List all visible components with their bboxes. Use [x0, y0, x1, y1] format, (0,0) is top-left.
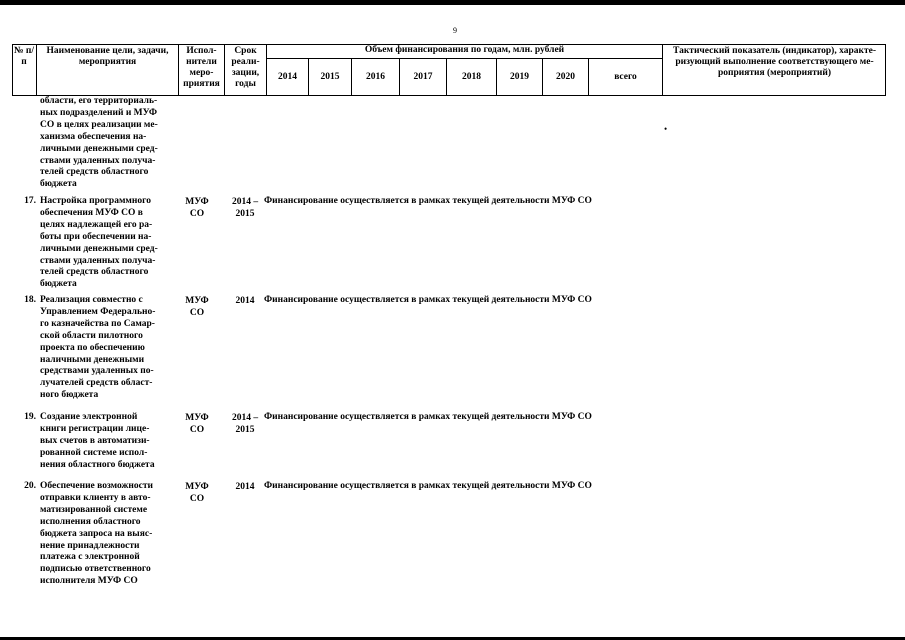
row-19-name-line: вых счетов в автоматизи-	[40, 435, 150, 446]
header-year-2019: 2019	[496, 58, 542, 96]
row-18-number: 18.	[24, 295, 36, 305]
header-total: всего	[588, 58, 662, 96]
table-header	[12, 44, 886, 96]
continuation-text-line: телей средств областного	[40, 167, 149, 178]
header-year-2016: 2016	[351, 58, 399, 96]
row-18-name-line: го казначейства по Самар-	[40, 318, 155, 329]
row-20-name-line: подписью ответственного	[40, 564, 151, 575]
row-19-name	[40, 412, 168, 472]
header-col-name: Наименование цели, задачи, мероприятия	[36, 44, 178, 96]
header-year-2017: 2017	[399, 58, 446, 96]
row-19-funding: Финансирование осуществляется в рамках текущей деятельности МУФ СО	[264, 412, 592, 422]
row-20-name-line: матизированной системе	[40, 504, 148, 515]
header-col-indicator: Тактический показатель (индикатор), характе-ризующий выполнение соответствующего ме-роприятия (мероприятий)	[662, 44, 886, 96]
row-17-executor-line: СО	[189, 209, 205, 219]
row-18-funding: Финансирование осуществляется в рамках текущей деятельности МУФ СО	[264, 295, 592, 305]
row-19-name-line: Создание электронной	[40, 412, 138, 422]
row-17-term	[224, 196, 266, 220]
row-18-name-line: средствами удаленных по-	[40, 366, 154, 377]
row-18-term-line: 2014	[235, 296, 255, 306]
row-20-name-line: исполнения областного	[40, 516, 141, 527]
row-19-name-line: рованной системе испол-	[40, 447, 148, 458]
row-19-executor	[180, 412, 214, 436]
row-18-executor-line: МУФ	[185, 296, 209, 306]
header-col-executors: Испол-нители меро-приятия	[178, 44, 224, 96]
continuation-text-line: личными денежными сред-	[40, 143, 158, 154]
row-18-name-line: ской области пилотного	[40, 330, 143, 341]
row-20-name-line: исполнителя МУФ СО	[40, 576, 138, 587]
row-20-term	[224, 481, 266, 493]
row-20-name-line: Обеспечение возможности	[40, 481, 153, 491]
row-19-number: 19.	[24, 412, 36, 422]
row-19-term-line: 2014 –	[231, 413, 259, 423]
row-18-name-line: проекта по обеспечению	[40, 342, 145, 353]
row-17-name-line: Настройка программного	[40, 196, 151, 206]
row-20-executor-line: МУФ	[185, 482, 209, 492]
row-18-name	[40, 295, 168, 402]
row-20-name	[40, 481, 168, 588]
row-18-name-line: Управлением Федерально-	[40, 306, 156, 317]
row-20-number: 20.	[24, 481, 36, 491]
row-17-executor-line: МУФ	[185, 197, 209, 207]
row-18-term	[224, 295, 266, 307]
table-body	[12, 96, 886, 636]
row-19-executor-line: МУФ	[185, 413, 209, 423]
header-col-funding: Объем финансирования по годам, млн. рублей	[266, 44, 662, 58]
row-17-name-line: бюджета	[40, 279, 77, 290]
row-19-term	[224, 412, 266, 436]
row-18-name-line: наличными денежными	[40, 354, 145, 365]
row-17-number: 17.	[24, 196, 36, 206]
header-year-2015: 2015	[308, 58, 351, 96]
row-20-executor-line: СО	[189, 494, 205, 504]
row-18-name-line: ного бюджета	[40, 390, 99, 401]
row-18-name-line: лучателей средств област-	[40, 378, 153, 389]
row-17-term-line: 2015	[235, 209, 255, 219]
row-20-name-line: отправки клиенту в авто-	[40, 492, 151, 503]
row-17-name	[40, 196, 168, 291]
row-17-name-line: целях надлежащей его ра-	[40, 219, 153, 230]
header-year-2020: 2020	[542, 58, 588, 96]
row-17-name-line: ствами удаленных получа-	[40, 255, 156, 266]
row-17-name-line: боты при обеспечении на-	[40, 231, 152, 242]
header-col-num: № п/п	[13, 46, 35, 67]
continuation-text-line: ханизма обеспечения на-	[40, 131, 147, 142]
row-19-term-line: 2015	[235, 425, 255, 435]
continuation-text-line: области, его территориаль-	[40, 96, 158, 106]
row-18-executor-line: СО	[189, 308, 205, 318]
row-19-executor-line: СО	[189, 425, 205, 435]
page-number: 9	[453, 26, 457, 35]
row-19-name-line: нения областного бюджета	[40, 459, 155, 470]
row-20-name-line: нение принадлежности	[40, 540, 140, 551]
row-18-executor	[180, 295, 214, 319]
row-17-term-line: 2014 –	[231, 197, 259, 207]
header-col-term: Срок реали-зации, годы	[224, 44, 266, 96]
continuation-text-line: ствами удаленных получа-	[40, 155, 156, 166]
row-20-name-line: бюджета запроса на выяс-	[40, 528, 153, 539]
header-year-2018: 2018	[446, 58, 496, 96]
continuation-text	[40, 96, 168, 191]
scan-speck: •	[664, 124, 668, 134]
continuation-text-line: СО в целях реализации ме-	[40, 119, 158, 130]
row-19-name-line: книги регистрации лице-	[40, 423, 150, 434]
row-17-name-line: личными денежными сред-	[40, 243, 158, 254]
row-17-funding: Финансирование осуществляется в рамках текущей деятельности МУФ СО	[264, 196, 592, 206]
row-17-name-line: телей средств областного	[40, 267, 149, 278]
row-18-name-line: Реализация совместно с	[40, 295, 143, 305]
row-20-executor	[180, 481, 214, 505]
row-20-term-line: 2014	[235, 482, 255, 492]
header-year-2014: 2014	[266, 58, 308, 96]
row-20-funding: Финансирование осуществляется в рамках текущей деятельности МУФ СО	[264, 481, 592, 491]
top-border	[0, 0, 905, 5]
row-17-executor	[180, 196, 214, 220]
continuation-text-line: ных подразделений и МУФ	[40, 107, 158, 118]
continuation-text-line: бюджета	[40, 179, 77, 190]
row-20-name-line: платежа с электронной	[40, 552, 140, 563]
row-17-name-line: обеспечения МУФ СО в	[40, 207, 143, 218]
